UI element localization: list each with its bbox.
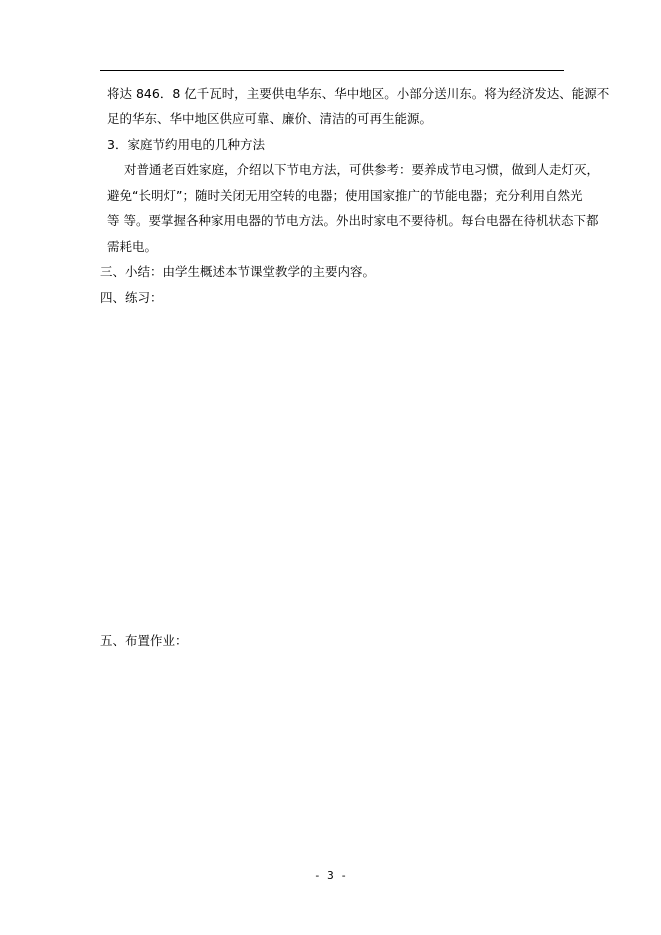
paragraph-line: 将达 846．8 亿千瓦时，主要供电华东、华中地区。小部分送川东。将为经济发达、能源不 — [107, 86, 610, 101]
paragraph-line: 足的华东、华中地区供应可靠、廉价、清洁的可再生能源。 — [107, 111, 433, 126]
section-heading: 3．家庭节约用电的几种方法 — [107, 137, 265, 152]
summary-heading: 三、小结：由学生概述本节课堂教学的主要内容。 — [100, 264, 376, 279]
homework-heading: 五、布置作业： — [100, 633, 188, 648]
practice-heading: 四、练习： — [100, 290, 163, 305]
paragraph-line: 需耗电。 — [107, 239, 158, 254]
paragraph-line: 避免“长明灯”；随时关闭无用空转的电器；使用国家推广的节能电器；充分利用自然光 — [107, 188, 583, 203]
paragraph-line: 对普通老百姓家庭，介绍以下节电方法，可供参考：要养成节电习惯，做到人走灯灭， — [124, 162, 600, 177]
paragraph-line: 等 等。要掌握各种家用电器的节电方法。外出时家电不要待机。每台电器在待机状态下都 — [107, 213, 599, 228]
header-rule — [100, 70, 564, 71]
page-number: - 3 - — [313, 869, 348, 882]
